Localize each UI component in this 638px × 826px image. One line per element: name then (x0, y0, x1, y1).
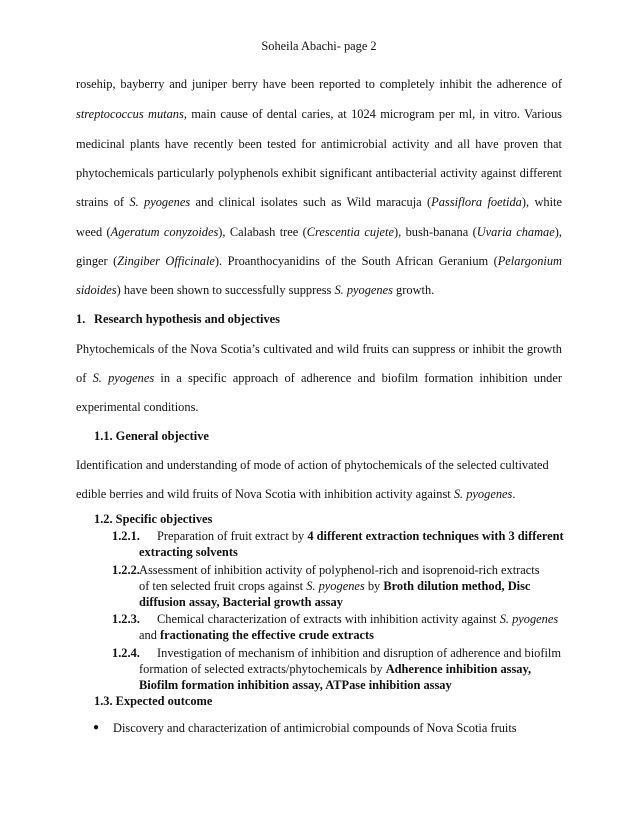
paragraph-line: strains of S. pyogenes and clinical isolates such as Wild maracuja (Passiflora foetida), white (76, 195, 562, 209)
italic-term: Uvaria chamae (476, 225, 555, 239)
objective-item: 1.2.3. Chemical characterization of extracts with inhibition activity against S. pyogenes (112, 612, 559, 626)
paragraph-line: of S. pyogenes in a specific approach of adherence and biofilm formation inhibition under (76, 371, 563, 385)
objective-item-continued: Biofilm formation inhibition assay, ATPase inhibition assay (139, 678, 452, 692)
paragraph-line: experimental conditions. (76, 400, 199, 414)
italic-term: streptococcus mutans (76, 107, 184, 121)
italic-term: S. pyogenes (306, 579, 365, 593)
italic-term: S. pyogenes (92, 371, 155, 385)
paragraph-line: Phytochemicals of the Nova Scotia’s cultivated and wild fruits can suppress or inhibit the growth (76, 342, 562, 356)
paragraph-line: Identification and understanding of mode of action of phytochemicals of the selected cultivated (76, 458, 549, 472)
objective-item-continued: extracting solvents (139, 545, 238, 559)
bullet-item: Discovery and characterization of antimicrobial compounds of Nova Scotia fruits (113, 721, 517, 735)
bullet-icon: ● (93, 722, 100, 733)
paragraph-line: sidoides) have been shown to successfully suppress S. pyogenes growth. (76, 283, 435, 297)
paragraph-line: medicinal plants have recently been tested for antimicrobial activity and all have proven that (76, 137, 562, 151)
objective-item-continued: of ten selected fruit crops against S. pyogenes by Broth dilution method, Disc (139, 579, 531, 593)
subsection-heading: 1.2. Specific objectives (94, 512, 213, 526)
paragraph-line: weed (Ageratum conyzoides), Calabash tree (Crescentia cujete), bush-banana (Uvaria chamae), (76, 225, 562, 239)
italic-term: Zingiber Officinale (117, 254, 215, 268)
paragraph-line: rosehip, bayberry and juniper berry have been reported to completely inhibit the adherence of (76, 77, 562, 91)
paragraph-line: streptococcus mutans, main cause of dental caries, at 1024 microgram per ml, in vitro. Various (76, 107, 562, 121)
section-heading: 1. Research hypothesis and objectives (76, 312, 280, 326)
objective-item-continued: formation of selected extracts/phytochemicals by Adherence inhibition assay, (139, 662, 532, 676)
italic-term: S. pyogenes (129, 195, 191, 209)
italic-term: S. pyogenes (453, 487, 513, 501)
paragraph-line: ginger (Zingiber Officinale). Proanthocyanidins of the South African Geranium (Pelargonium (76, 254, 562, 268)
italic-term: Crescentia cujete (306, 225, 394, 239)
italic-term: Passiflora foetida (431, 195, 522, 209)
page-header: Soheila Abachi- page 2 (261, 39, 377, 53)
subsection-heading: 1.3. Expected outcome (94, 694, 213, 708)
objective-item-continued: diffusion assay, Bacterial growth assay (139, 595, 343, 609)
paragraph-line: phytochemicals particularly polyphenols exhibit significant antibacterial activity against different (76, 166, 562, 180)
objective-item: 1.2.1. Preparation of fruit extract by 4 different extraction techniques with 3 different (112, 529, 564, 543)
subsection-heading: 1.1. General objective (94, 429, 209, 443)
italic-term: S. pyogenes (334, 283, 393, 297)
italic-term: Pelargonium (497, 254, 562, 268)
italic-term: sidoides (76, 283, 117, 297)
objective-item-continued: and fractionating the effective crude extracts (139, 628, 374, 642)
objective-item: 1.2.2.Assessment of inhibition activity of polyphenol-rich and isoprenoid-rich extracts (112, 563, 540, 577)
italic-term: Ageratum conyzoides (110, 225, 219, 239)
paragraph-line: edible berries and wild fruits of Nova Scotia with inhibition activity against S. pyogenes. (76, 487, 516, 501)
italic-term: S. pyogenes (499, 612, 559, 626)
objective-item: 1.2.4. Investigation of mechanism of inhibition and disruption of adherence and biofilm (112, 646, 561, 660)
